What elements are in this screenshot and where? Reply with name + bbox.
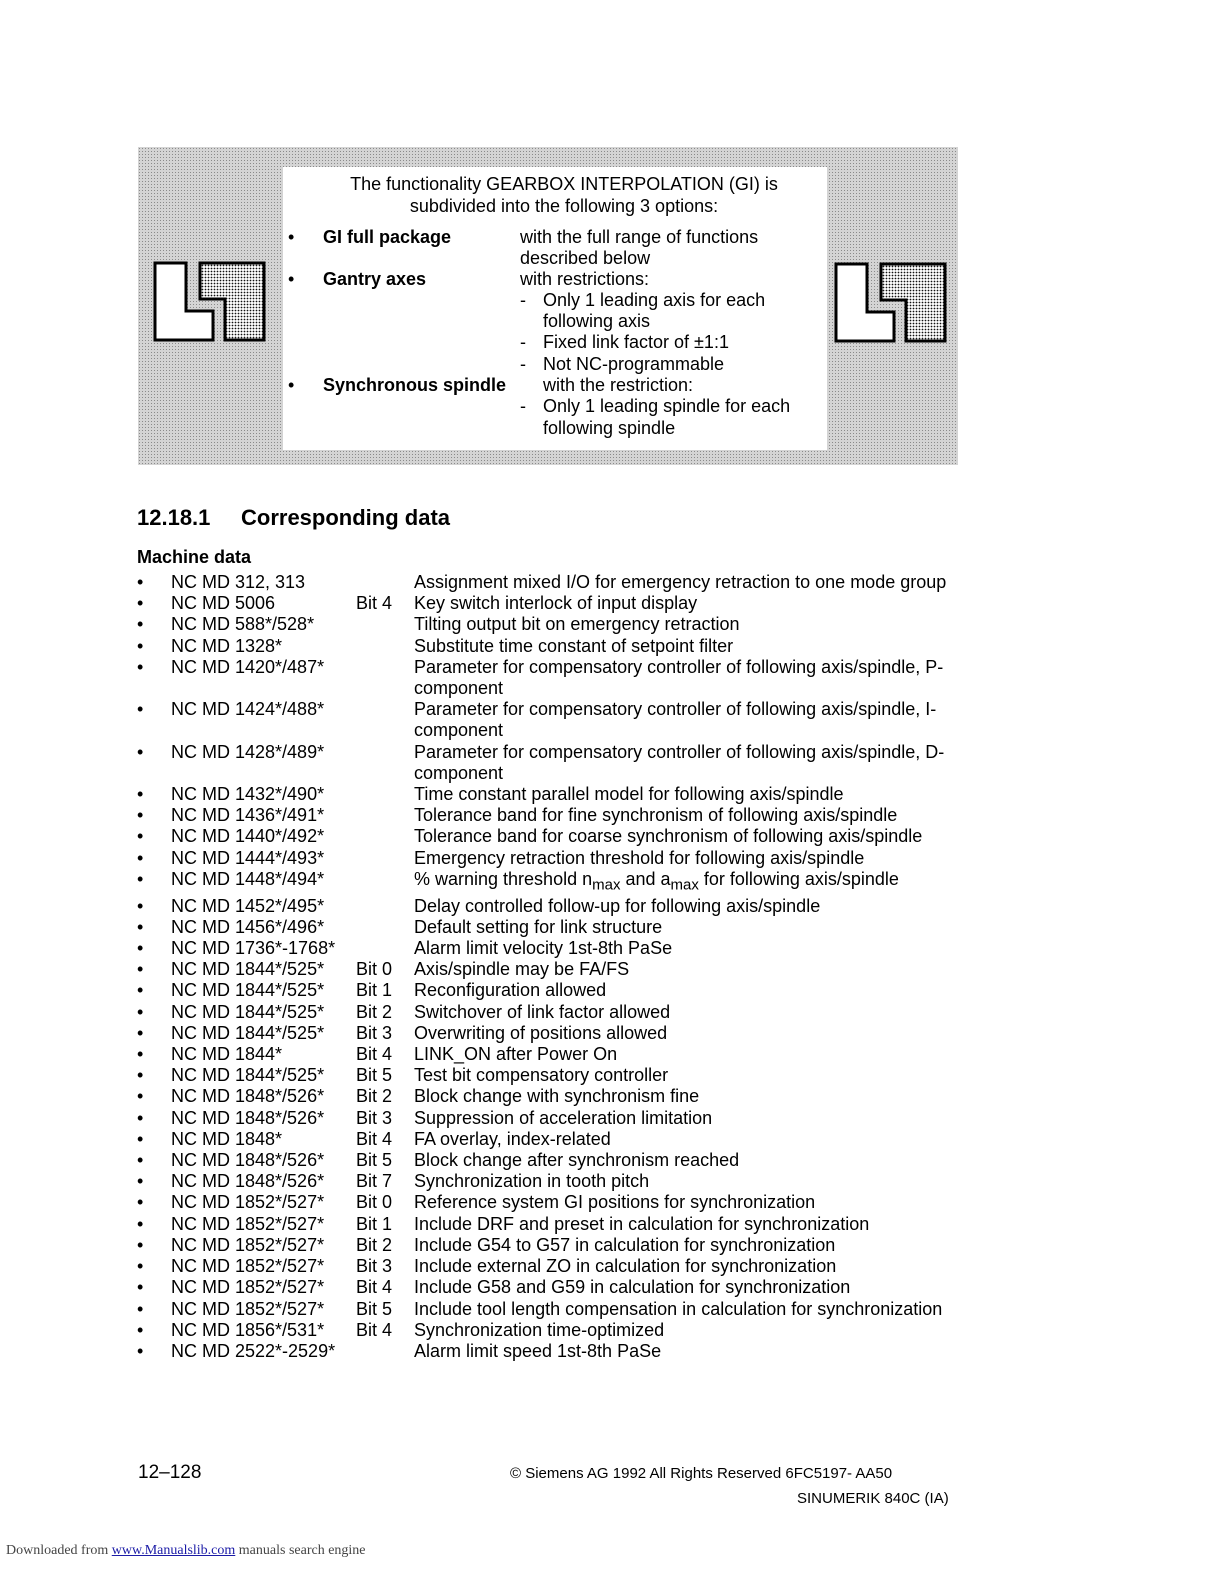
md-code: NC MD 1852*/527* (171, 1277, 325, 1298)
md-description: Include external ZO in calculation for synchronization (414, 1256, 837, 1277)
dash: - (520, 332, 526, 352)
table-row (137, 1320, 957, 1341)
warning-sub1: max (592, 876, 621, 894)
md-code: NC MD 1856*/531* (171, 1319, 325, 1340)
list-bullet: • (137, 1256, 144, 1277)
section-heading (137, 505, 450, 531)
section-number: 12.18.1 (137, 505, 211, 530)
warning-sub2: max (670, 876, 699, 894)
md-description: Synchronization time-optimized (414, 1319, 665, 1340)
md-description: Parameter for compensatory controller of following axis/spindle, I-component (414, 699, 937, 741)
warning-suffix: for following axis/spindle (698, 868, 899, 889)
md-code: NC MD 1736*-1768* (171, 938, 336, 959)
left-logo-icon (153, 261, 267, 343)
warning-middle: and a (620, 868, 671, 889)
md-description: Block change after synchronism reached (414, 1150, 740, 1171)
dash: - (520, 396, 526, 416)
table-row (137, 1192, 957, 1213)
md-code: NC MD 1424*/488* (171, 699, 325, 720)
product-name: SINUMERIK 840C (IA) (797, 1490, 949, 1507)
md-description: Parameter for compensatory controller of following axis/spindle, D-component (414, 741, 945, 783)
option-gi-full-package: GI full package (323, 227, 452, 247)
md-description: Key switch interlock of input display (414, 593, 698, 614)
option-gantry-axes: Gantry axes (323, 269, 427, 289)
md-code: NC MD 5006 (171, 593, 276, 614)
md-code: NC MD 1444*/493* (171, 847, 325, 868)
table-row (137, 1235, 957, 1256)
list-bullet: • (137, 916, 144, 937)
list-bullet: • (137, 895, 144, 916)
md-bit: Bit 1 (356, 1213, 393, 1234)
right-logo-icon (834, 262, 948, 344)
md-code: NC MD 1848*/526* (171, 1150, 325, 1171)
option-desc: described below (520, 248, 651, 268)
table-row (137, 805, 957, 826)
table-row (137, 980, 957, 1001)
table-row (137, 896, 957, 917)
md-code: NC MD 1844*/525* (171, 1065, 325, 1086)
list-bullet: • (137, 1150, 144, 1171)
list-bullet: • (137, 1044, 144, 1065)
dash: - (520, 290, 526, 310)
md-bit: Bit 4 (356, 1319, 393, 1340)
md-description: Switchover of link factor allowed (414, 1001, 671, 1022)
download-prefix: Downloaded from (6, 1543, 112, 1558)
md-bit: Bit 3 (356, 1256, 393, 1277)
table-row (137, 593, 957, 614)
list-bullet: • (137, 1340, 144, 1361)
option-desc: with restrictions: (520, 269, 650, 289)
info-title-line-2: subdivided into the following 3 options: (409, 196, 719, 216)
table-row (137, 1044, 957, 1065)
md-code: NC MD 1852*/527* (171, 1234, 325, 1255)
md-description: Include tool length compensation in calculation for synchronization (414, 1298, 943, 1319)
md-bit: Bit 3 (356, 1022, 393, 1043)
table-row (137, 826, 957, 847)
table-row (137, 1150, 957, 1171)
md-code: NC MD 1328* (171, 635, 283, 656)
md-description: Tilting output bit on emergency retraction (414, 614, 740, 635)
list-bullet: • (137, 1065, 144, 1086)
list-bullet: • (137, 1192, 144, 1213)
md-description: Overwriting of positions allowed (414, 1022, 668, 1043)
md-code: NC MD 312, 313 (171, 572, 306, 592)
restriction-item: following spindle (543, 418, 676, 438)
md-description: Axis/spindle may be FA/FS (414, 959, 630, 980)
download-notice (6, 1543, 366, 1559)
table-row (137, 869, 957, 896)
md-description: Tolerance band for coarse synchronism of following axis/spindle (414, 826, 923, 847)
list-bullet: • (137, 1277, 144, 1298)
section-title: Corresponding data (241, 505, 451, 530)
table-row (137, 959, 957, 980)
list-bullet: • (137, 1001, 144, 1022)
table-row (137, 742, 957, 784)
md-description: Time constant parallel model for following axis/spindle (414, 784, 844, 805)
table-row (137, 657, 957, 699)
list-bullet: • (137, 980, 144, 1001)
md-code: NC MD 1844*/525* (171, 959, 325, 980)
table-row (137, 1129, 957, 1150)
table-row (137, 784, 957, 805)
machine-data-list (137, 572, 957, 1362)
md-code: NC MD 1428*/489* (171, 741, 325, 762)
md-description: Block change with synchronism fine (414, 1086, 700, 1107)
md-bit: Bit 2 (356, 1086, 393, 1107)
list-bullet: • (137, 1319, 144, 1340)
md-description: Reconfiguration allowed (414, 980, 607, 1001)
option-synchronous-spindle: Synchronous spindle (323, 375, 507, 395)
md-bit: Bit 2 (356, 1001, 393, 1022)
table-row (137, 699, 957, 741)
list-bullet: • (137, 656, 144, 677)
table-row (137, 1002, 957, 1023)
table-row (137, 1108, 957, 1129)
md-description: LINK_ON after Power On (414, 1044, 618, 1065)
list-bullet: • (137, 1298, 144, 1319)
md-description: Test bit compensatory controller (414, 1065, 669, 1086)
option-bullet: • (288, 375, 295, 395)
md-description: Delay controlled follow-up for following axis/spindle (414, 895, 821, 916)
table-row (137, 848, 957, 869)
table-row (137, 636, 957, 657)
md-bit: Bit 0 (356, 1192, 393, 1213)
md-description: Suppression of acceleration limitation (414, 1107, 713, 1128)
manualslib-link[interactable]: www.Manualslib.com (111, 1543, 236, 1558)
md-description: Substitute time constant of setpoint filter (414, 635, 734, 656)
list-bullet: • (137, 635, 144, 656)
md-description: Include G54 to G57 in calculation for synchronization (414, 1234, 836, 1255)
md-description: Parameter for compensatory controller of following axis/spindle, P-component (414, 656, 944, 699)
list-bullet: • (137, 847, 144, 868)
md-code: NC MD 1844*/525* (171, 1001, 325, 1022)
table-row (137, 1171, 957, 1192)
table-row (137, 917, 957, 938)
table-row (137, 1086, 957, 1107)
md-description: Tolerance band for fine synchronism of following axis/spindle (414, 805, 898, 826)
list-bullet: • (137, 1128, 144, 1149)
dash: - (520, 354, 526, 374)
md-code: NC MD 1440*/492* (171, 826, 325, 847)
md-code: NC MD 1852*/527* (171, 1213, 325, 1234)
list-bullet: • (137, 614, 144, 635)
md-code: NC MD 1436*/491* (171, 805, 325, 826)
md-code: NC MD 1852*/527* (171, 1192, 325, 1213)
list-bullet: • (137, 805, 144, 826)
md-code: NC MD 1848*/526* (171, 1171, 325, 1192)
md-description: Assignment mixed I/O for emergency retraction to one mode group (414, 572, 947, 592)
md-code: NC MD 588*/528* (171, 614, 315, 635)
md-bit: Bit 1 (356, 980, 393, 1001)
list-bullet: • (137, 1022, 144, 1043)
option-bullet: • (288, 269, 295, 289)
list-bullet: • (137, 938, 144, 959)
list-bullet: • (137, 868, 144, 889)
list-bullet: • (137, 593, 144, 614)
page-number: 12–128 (138, 1462, 202, 1483)
list-bullet: • (137, 572, 144, 592)
md-description: Include G58 and G59 in calculation for synchronization (414, 1277, 851, 1298)
info-title-line-1: The functionality GEARBOX INTERPOLATION (GI) is (350, 174, 778, 194)
md-code: NC MD 1432*/490* (171, 784, 325, 805)
md-bit: Bit 4 (356, 593, 393, 614)
md-code: NC MD 1848*/526* (171, 1086, 325, 1107)
list-bullet: • (137, 1213, 144, 1234)
md-description: FA overlay, index-related (414, 1128, 611, 1149)
md-description: Default setting for link structure (414, 916, 663, 937)
restriction-item: Only 1 leading axis for each (543, 290, 766, 310)
md-code: NC MD 1456*/496* (171, 916, 325, 937)
list-bullet: • (137, 741, 144, 762)
md-bit: Bit 7 (356, 1171, 393, 1192)
table-row (137, 1023, 957, 1044)
md-code: NC MD 1848*/526* (171, 1107, 325, 1128)
md-code: NC MD 1844* (171, 1044, 283, 1065)
list-bullet: • (137, 826, 144, 847)
md-bit: Bit 4 (356, 1128, 393, 1149)
md-description: Include DRF and preset in calculation for synchronization (414, 1213, 870, 1234)
restriction-item: Fixed link factor of ±1:1 (543, 332, 729, 352)
md-description: Synchronization in tooth pitch (414, 1171, 650, 1192)
table-row (137, 614, 957, 635)
table-row (137, 1065, 957, 1086)
md-code: NC MD 1852*/527* (171, 1298, 325, 1319)
subsection-heading: Machine data (137, 547, 252, 567)
md-description: Alarm limit velocity 1st-8th PaSe (414, 938, 673, 959)
md-code: NC MD 1844*/525* (171, 1022, 325, 1043)
list-bullet: • (137, 1234, 144, 1255)
md-bit: Bit 0 (356, 959, 393, 980)
md-code: NC MD 1844*/525* (171, 980, 325, 1001)
table-row (137, 572, 957, 593)
md-code: NC MD 1420*/487* (171, 656, 325, 677)
warning-prefix: % warning threshold n (414, 868, 593, 889)
table-row (137, 1214, 957, 1235)
md-code: NC MD 1448*/494* (171, 868, 325, 889)
md-code: NC MD 1848* (171, 1128, 283, 1149)
table-row (137, 1341, 957, 1362)
download-suffix: manuals search engine (235, 1543, 366, 1558)
md-code: NC MD 1852*/527* (171, 1256, 325, 1277)
restriction-item: Not NC-programmable (543, 354, 725, 374)
md-bit: Bit 5 (356, 1150, 393, 1171)
restriction-item: Only 1 leading spindle for each (543, 396, 791, 416)
md-bit: Bit 4 (356, 1277, 393, 1298)
md-description (414, 869, 957, 896)
md-bit: Bit 2 (356, 1234, 393, 1255)
md-code: NC MD 1452*/495* (171, 895, 325, 916)
restriction-item: following axis (543, 311, 651, 331)
copyright-notice: © Siemens AG 1992 All Rights Reserved 6FC5197- AA50 (510, 1465, 893, 1482)
table-row (137, 1256, 957, 1277)
md-description: Alarm limit speed 1st-8th PaSe (414, 1340, 662, 1361)
table-row (137, 938, 957, 959)
option-bullet: • (288, 227, 295, 247)
list-bullet: • (137, 1086, 144, 1107)
list-bullet: • (137, 1107, 144, 1128)
table-row (137, 1277, 957, 1298)
md-bit: Bit 4 (356, 1044, 393, 1065)
list-bullet: • (137, 784, 144, 805)
option-desc: with the full range of functions (520, 227, 759, 247)
md-description: Emergency retraction threshold for following axis/spindle (414, 847, 865, 868)
option-desc: with the restriction: (543, 375, 694, 395)
list-bullet: • (137, 699, 144, 720)
md-code: NC MD 2522*-2529* (171, 1340, 336, 1361)
md-bit: Bit 5 (356, 1065, 393, 1086)
table-row (137, 1299, 957, 1320)
md-bit: Bit 5 (356, 1298, 393, 1319)
md-description: Reference system GI positions for synchronization (414, 1192, 816, 1213)
md-bit: Bit 3 (356, 1107, 393, 1128)
list-bullet: • (137, 1171, 144, 1192)
list-bullet: • (137, 959, 144, 980)
